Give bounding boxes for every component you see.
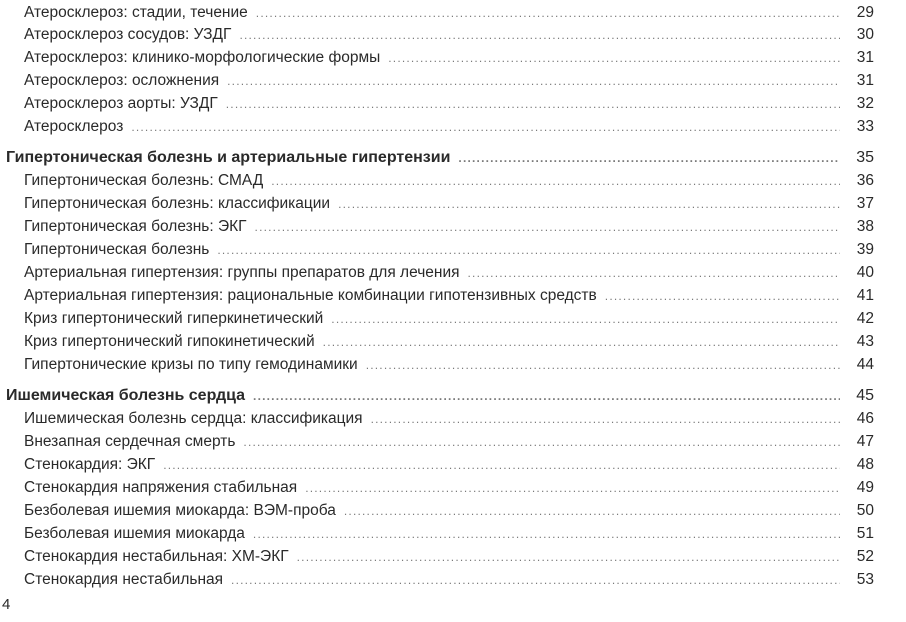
toc-dot-leader [243, 431, 840, 453]
toc-entry-title: Артериальная гипертензия: рациональные комбинации гипотензивных средств [24, 287, 597, 304]
toc-entry-title: Стенокардия нестабильная: ХМ-ЭКГ [24, 548, 289, 565]
toc-entry-title: Гипертоническая болезнь [24, 241, 210, 258]
toc-section[interactable] [0, 385, 874, 407]
toc-entry-page: 38 [856, 218, 874, 235]
page-number: 4 [2, 596, 11, 613]
toc-entry[interactable] [0, 546, 874, 568]
toc-dot-leader [366, 354, 840, 376]
toc-entry[interactable] [0, 569, 874, 591]
toc-entry-page: 31 [856, 49, 874, 66]
toc-entry[interactable] [0, 24, 874, 46]
toc-entry[interactable] [0, 454, 874, 476]
toc-entry-page: 36 [856, 172, 874, 189]
toc-entry-page: 41 [856, 287, 874, 304]
toc-dot-leader [239, 24, 840, 46]
toc-dot-leader [255, 216, 840, 238]
toc-entry-page: 37 [856, 195, 874, 212]
toc-entry-page: 53 [856, 571, 874, 588]
toc-entry-page: 31 [856, 72, 874, 89]
toc-entry-title: Внезапная сердечная смерть [24, 433, 236, 450]
toc-entry[interactable] [0, 2, 874, 24]
toc-entry-title: Гипертоническая болезнь: СМАД [24, 172, 264, 189]
toc-entry[interactable] [0, 523, 874, 545]
toc-dot-leader [323, 331, 840, 353]
toc-entry-title: Гипертонические кризы по типу гемодинамики [24, 356, 358, 373]
toc-entry-page: 46 [856, 410, 874, 427]
toc-dot-leader [388, 47, 840, 69]
toc-entry[interactable] [0, 193, 874, 215]
toc-dot-leader [605, 285, 840, 307]
toc-entry[interactable] [0, 93, 874, 115]
toc-entry-title: Стенокардия нестабильная [24, 571, 224, 588]
toc-entry-page: 51 [856, 525, 874, 542]
toc-dot-leader [331, 308, 840, 330]
toc-entry-title: Атеросклероз: стадии, течение [24, 4, 248, 21]
toc-entry-page: 44 [856, 356, 874, 373]
toc-entry-title: Атеросклероз сосудов: УЗДГ [24, 26, 232, 43]
toc-entry-page: 52 [856, 548, 874, 565]
toc-entry[interactable] [0, 216, 874, 238]
toc-entry[interactable] [0, 331, 874, 353]
toc-entry-page: 32 [856, 95, 874, 112]
toc-dot-leader [227, 70, 840, 92]
toc-dot-leader [253, 523, 840, 545]
toc-dot-leader [338, 193, 840, 215]
toc-dot-leader [468, 262, 840, 284]
toc-entry-page: 39 [856, 241, 874, 258]
toc-entry-page: 48 [856, 456, 874, 473]
toc-section-page: 35 [856, 149, 874, 166]
toc-entry-page: 42 [856, 310, 874, 327]
toc-entry[interactable] [0, 354, 874, 376]
toc-entry-page: 33 [856, 118, 874, 135]
toc-entry[interactable] [0, 239, 874, 261]
toc-entry-title: Безболевая ишемия миокарда: ВЭМ-проба [24, 502, 336, 519]
toc-entry-title: Криз гипертонический гиперкинетический [24, 310, 324, 327]
toc-entry-title: Стенокардия: ЭКГ [24, 456, 156, 473]
toc-entry-title: Гипертоническая болезнь: ЭКГ [24, 218, 247, 235]
toc-entry-title: Безболевая ишемия миокарда [24, 525, 245, 542]
toc-entry[interactable] [0, 170, 874, 192]
toc-entry-page: 40 [856, 264, 874, 281]
toc-dot-leader [231, 569, 840, 591]
toc-entry-page: 47 [856, 433, 874, 450]
toc-entry-page: 30 [856, 26, 874, 43]
toc-entry-title: Артериальная гипертензия: группы препаратов для лечения [24, 264, 460, 281]
toc-entry-title: Атеросклероз [24, 118, 124, 135]
toc-entry[interactable] [0, 47, 874, 69]
toc-dot-leader [226, 93, 840, 115]
toc-dot-leader [271, 170, 840, 192]
toc-dot-leader [371, 408, 840, 430]
toc-entry[interactable] [0, 431, 874, 453]
toc-dot-leader [256, 2, 840, 24]
toc-entry[interactable] [0, 500, 874, 522]
toc-section-title: Гипертоническая болезнь и артериальные гипертензии [6, 149, 451, 166]
toc-section-title: Ишемическая болезнь сердца [6, 387, 246, 404]
toc-entry-page: 43 [856, 333, 874, 350]
toc-dot-leader [305, 477, 840, 499]
toc-section-page: 45 [856, 387, 874, 404]
toc-entry-title: Криз гипертонический гипокинетический [24, 333, 315, 350]
toc-entry-page: 50 [856, 502, 874, 519]
toc-dot-leader [163, 454, 840, 476]
toc-dot-leader [217, 239, 840, 261]
toc-dot-leader [297, 546, 840, 568]
toc-entry[interactable] [0, 262, 874, 284]
toc-entry-title: Ишемическая болезнь сердца: классификация [24, 410, 363, 427]
toc-entry-page: 29 [856, 4, 874, 21]
toc-dot-leader [458, 147, 840, 169]
toc-entry-title: Гипертоническая болезнь: классификации [24, 195, 331, 212]
toc-entry[interactable] [0, 285, 874, 307]
toc-dot-leader [253, 385, 840, 407]
toc-entry-title: Атеросклероз: клинико-морфологические формы [24, 49, 381, 66]
toc-section[interactable] [0, 147, 874, 169]
toc-dot-leader [131, 116, 840, 138]
toc-entry-title: Атеросклероз: осложнения [24, 72, 220, 89]
toc-entry[interactable] [0, 308, 874, 330]
toc-entry-title: Атеросклероз аорты: УЗДГ [24, 95, 218, 112]
toc-dot-leader [344, 500, 840, 522]
toc-entry-title: Стенокардия напряжения стабильная [24, 479, 298, 496]
toc-entry[interactable] [0, 408, 874, 430]
toc-entry-page: 49 [856, 479, 874, 496]
toc-entry[interactable] [0, 70, 874, 92]
toc-entry[interactable] [0, 116, 874, 138]
toc-entry[interactable] [0, 477, 874, 499]
